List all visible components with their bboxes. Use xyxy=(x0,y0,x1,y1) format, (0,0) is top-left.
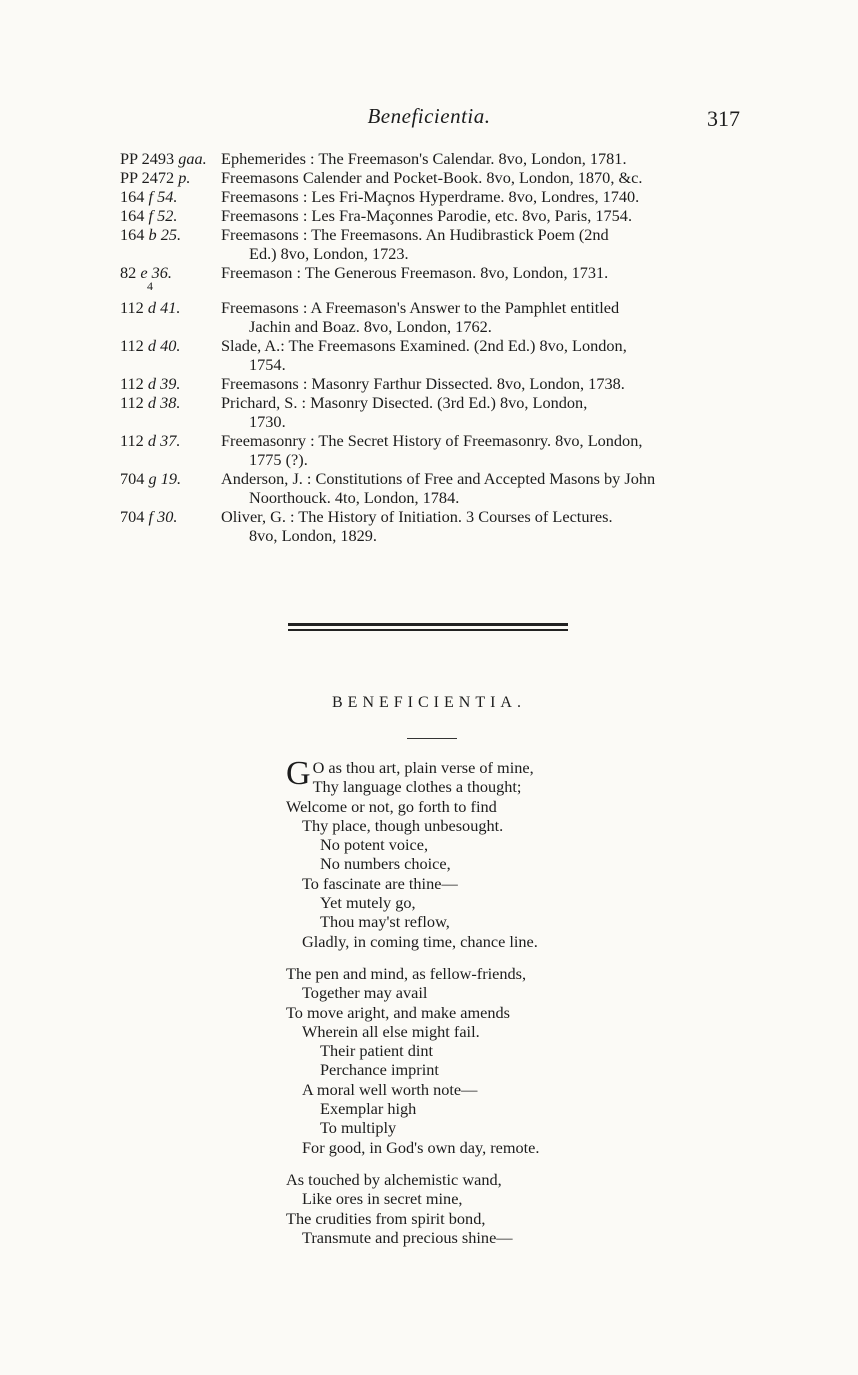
entry-text: Oliver, G. : The History of Initiation. 3 Courses of Lectures. xyxy=(221,507,613,526)
entry-text: Freemasons : A Freemason's Answer to the Pamphlet entitled xyxy=(221,298,620,317)
entry-description xyxy=(221,374,742,393)
catalog-entry xyxy=(120,469,742,507)
shelf-mark xyxy=(120,206,221,225)
entry-description xyxy=(221,168,742,187)
poem-line: Yet mutely go, xyxy=(320,893,416,913)
shelf-mark-suffix: f 30. xyxy=(148,507,178,526)
entry-description xyxy=(221,431,742,469)
entry-description xyxy=(221,187,742,206)
catalog-entry xyxy=(120,431,742,469)
shelf-mark-number: 164 xyxy=(120,206,145,225)
poem-line: No numbers choice, xyxy=(320,854,451,874)
running-head xyxy=(0,104,858,134)
shelf-mark-suffix: d 37. xyxy=(147,431,181,450)
shelf-mark-suffix: f 52. xyxy=(148,206,178,225)
title-rule xyxy=(407,738,457,739)
shelf-mark xyxy=(120,469,221,507)
shelf-mark xyxy=(120,263,221,292)
shelf-mark-suffix: d 38. xyxy=(147,393,181,412)
section-divider xyxy=(288,623,568,631)
poem-line: Gladly, in coming time, chance line. xyxy=(302,931,538,951)
entry-continuation: 1730. xyxy=(249,412,286,431)
poem-line: Thy place, though unbesought. xyxy=(302,815,504,835)
poem-line: To move aright, and make amends xyxy=(286,1002,511,1022)
entry-description xyxy=(221,298,742,336)
entry-continuation: Jachin and Boaz. 8vo, London, 1762. xyxy=(249,317,492,336)
shelf-mark-suffix: g 19. xyxy=(148,469,182,488)
entry-description xyxy=(221,469,742,507)
running-title: Beneficientia. xyxy=(367,104,491,128)
shelf-mark xyxy=(120,374,221,393)
poem-line: Welcome or not, go forth to find xyxy=(286,796,497,816)
page-number: 317 xyxy=(707,106,740,131)
shelf-mark-suffix: f 54. xyxy=(148,187,178,206)
shelf-mark-suffix: e 36. xyxy=(140,263,173,282)
poem-line: No potent voice, xyxy=(320,835,429,855)
poem-line-text: O as thou art, plain verse of mine, xyxy=(312,758,534,777)
shelf-mark xyxy=(120,336,221,374)
shelf-mark-suffix: d 40. xyxy=(147,336,181,355)
drop-cap: G xyxy=(286,755,311,792)
poem-line: For good, in God's own day, remote. xyxy=(302,1137,540,1157)
catalog-entry xyxy=(120,336,742,374)
shelf-mark-suffix: d 41. xyxy=(147,298,181,317)
stanza xyxy=(286,1170,606,1247)
poem-body xyxy=(286,755,606,1260)
poem-line: To multiply xyxy=(320,1118,397,1138)
shelf-mark-suffix: d 39. xyxy=(147,374,181,393)
shelf-mark-suffix: gaa. xyxy=(178,149,207,168)
catalog-entry xyxy=(120,507,742,545)
entry-text: Freemasonry : The Secret History of Freemasonry. 8vo, London, xyxy=(221,431,643,450)
catalog-entry xyxy=(120,206,742,225)
shelf-mark xyxy=(120,149,221,168)
shelf-mark xyxy=(120,507,221,545)
shelf-mark-number: 704 xyxy=(120,469,145,488)
poem-line: Thy language clothes a thought; xyxy=(312,777,522,797)
shelf-mark xyxy=(120,225,221,263)
poem-line: Exemplar high xyxy=(320,1099,417,1119)
entry-text: Freemasons : Les Fri-Maçnos Hyperdrame. 8vo, Londres, 1740. xyxy=(221,187,640,206)
poem-line: A moral well worth note— xyxy=(302,1079,478,1099)
entry-text: Ephemerides : The Freemason's Calendar. 8vo, London, 1781. xyxy=(221,149,627,168)
entry-text: Slade, A.: The Freemasons Examined. (2nd Ed.) 8vo, London, xyxy=(221,336,627,355)
poem-line: Thou may'st reflow, xyxy=(320,912,450,932)
shelf-note: 4 xyxy=(147,279,153,293)
entry-description xyxy=(221,149,742,168)
poem-line: Perchance imprint xyxy=(320,1060,439,1080)
shelf-mark xyxy=(120,168,221,187)
shelf-mark-number: 82 xyxy=(120,263,137,282)
entry-text: Freemasons Calender and Pocket-Book. 8vo, London, 1870, &c. xyxy=(221,168,643,187)
entry-text: Freemasons : Les Fra-Maçonnes Parodie, etc. 8vo, Paris, 1754. xyxy=(221,206,633,225)
catalog-entry xyxy=(120,263,742,292)
shelf-mark-number: 112 xyxy=(120,336,144,355)
shelf-mark-number: 704 xyxy=(120,507,145,526)
shelf-mark-number: PP 2493 xyxy=(120,149,175,168)
shelf-mark-number: 112 xyxy=(120,374,144,393)
bibliography-list xyxy=(120,149,742,545)
shelf-mark xyxy=(120,298,221,336)
entry-description xyxy=(221,206,742,225)
shelf-mark-suffix: p. xyxy=(178,168,191,187)
catalog-entry xyxy=(120,187,742,206)
shelf-mark-number: 164 xyxy=(120,187,145,206)
poem-line: Their patient dint xyxy=(320,1041,434,1061)
entry-continuation: Noorthouck. 4to, London, 1784. xyxy=(249,488,460,507)
shelf-mark-number: 112 xyxy=(120,393,144,412)
catalog-entry xyxy=(120,149,742,168)
shelf-mark-number: PP 2472 xyxy=(120,168,175,187)
poem-line: As touched by alchemistic wand, xyxy=(286,1169,502,1189)
entry-description xyxy=(221,336,742,374)
stanza xyxy=(286,964,606,1157)
entry-description xyxy=(221,507,742,545)
entry-continuation: 1754. xyxy=(249,355,286,374)
entry-text: Anderson, J. : Constitutions of Free and Accepted Masons by John xyxy=(221,469,656,488)
catalog-entry xyxy=(120,225,742,263)
catalog-entry xyxy=(120,393,742,431)
poem-title: BENEFICIENTIA. xyxy=(332,694,526,711)
entry-continuation: Ed.) 8vo, London, 1723. xyxy=(249,244,409,263)
shelf-mark-suffix: b 25. xyxy=(148,225,182,244)
poem-line: Like ores in secret mine, xyxy=(302,1189,463,1209)
shelf-mark-number: 164 xyxy=(120,225,145,244)
poem-line: The pen and mind, as fellow-friends, xyxy=(286,963,527,983)
entry-text: Freemason : The Generous Freemason. 8vo, London, 1731. xyxy=(221,263,609,282)
shelf-mark-number: 112 xyxy=(120,298,144,317)
entry-description xyxy=(221,393,742,431)
catalog-entry xyxy=(120,298,742,336)
poem-line: Together may avail xyxy=(302,983,428,1003)
entry-description xyxy=(221,225,742,263)
entry-text: Freemasons : Masonry Farthur Dissected. 8vo, London, 1738. xyxy=(221,374,625,393)
poem-line: Transmute and precious shine— xyxy=(302,1227,513,1247)
entry-continuation: 1775 (?). xyxy=(249,450,308,469)
poem-line: To fascinate are thine— xyxy=(302,873,458,893)
entry-text: Prichard, S. : Masonry Disected. (3rd Ed.) 8vo, London, xyxy=(221,393,588,412)
stanza xyxy=(286,755,606,951)
entry-description xyxy=(221,263,742,292)
poem-line: The crudities from spirit bond, xyxy=(286,1208,486,1228)
poem-line: Wherein all else might fail. xyxy=(302,1021,480,1041)
shelf-mark xyxy=(120,431,221,469)
shelf-mark xyxy=(120,393,221,431)
entry-continuation: 8vo, London, 1829. xyxy=(249,526,377,545)
shelf-mark xyxy=(120,187,221,206)
catalog-entry xyxy=(120,374,742,393)
catalog-entry xyxy=(120,168,742,187)
entry-text: Freemasons : The Freemasons. An Hudibrastick Poem (2nd xyxy=(221,225,609,244)
shelf-mark-number: 112 xyxy=(120,431,144,450)
